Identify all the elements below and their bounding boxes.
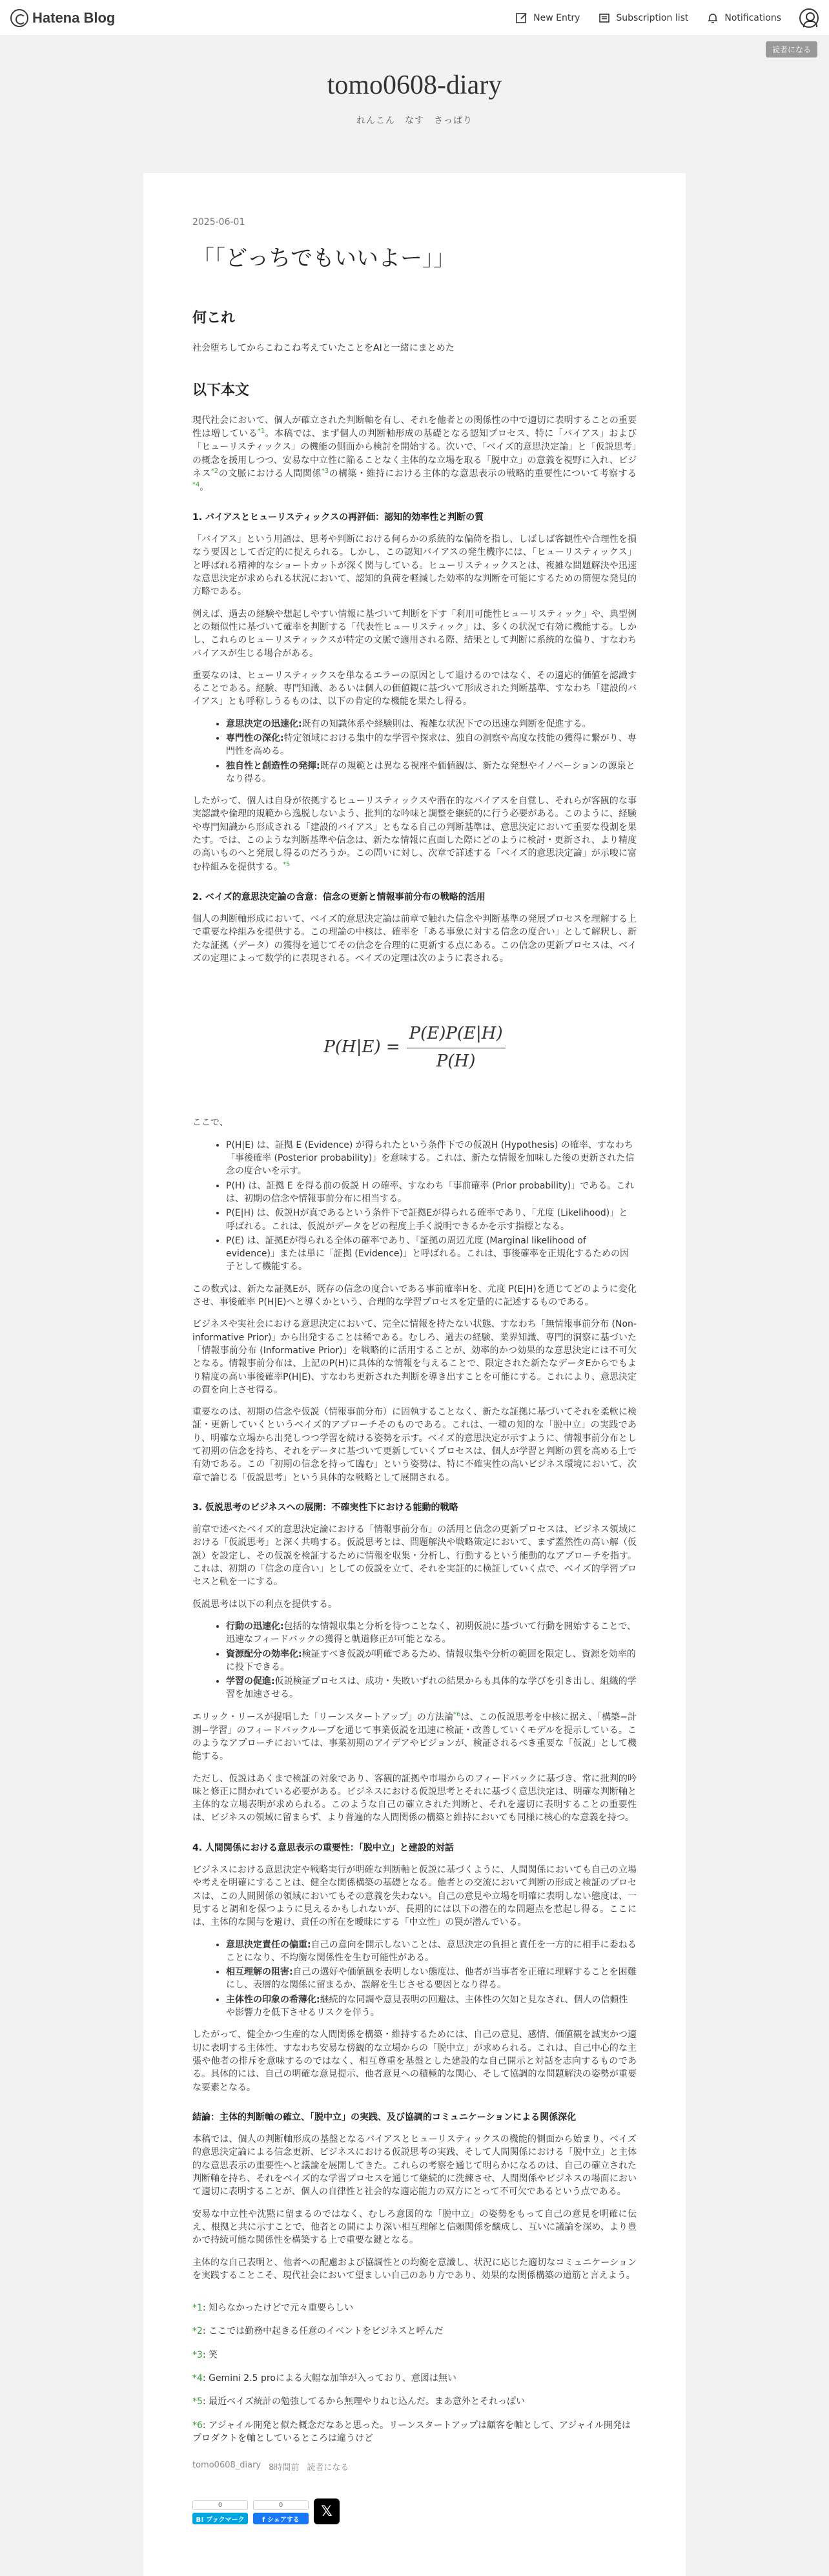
paragraph: ここで、 bbox=[192, 1117, 229, 1128]
footnote-item: *4: Gemini 2.5 proによる大幅な加筆が入っており、意図は無い bbox=[192, 2373, 456, 2384]
bullet-list bbox=[226, 1938, 637, 2020]
subsection-heading: 結論：主体的判断軸の確立、「脱中立」の実践、及び協調的コミュニケーションによる関係深化 bbox=[192, 2112, 577, 2123]
paragraph: 「バイアス」という用語は、思考や判断における何らかの系統的な偏倚を指し、しばしば客観性や合理性を損なう要因として否定的に捉えられる。しかし、この認知バイアスの発生機序には、「ヒューリスティックス」と呼ばれる精神的なショートカットが深く関与している。ヒューリスティックスとは、複雑な問題解決や迅速な意思決定が求められる状況において、認知的負荷を軽減した効率的な判断を可能にするための簡便な発見的方略である。 bbox=[192, 534, 637, 597]
footnote-link[interactable]: *2 bbox=[210, 467, 219, 475]
footnote-label[interactable]: *4 bbox=[192, 2373, 203, 2384]
footnotes bbox=[192, 2301, 637, 2445]
pencil-square-icon bbox=[515, 12, 528, 25]
paragraph: 前章で述べたベイズ的意思決定論における「情報事前分布」の活用と信念の更新プロセスは、ビジネス領域における「仮説思考」と深く共鳴する。仮説思考とは、問題解決や戦略策定において、まず蓋然性の高い解（仮説）を設定し、その仮説を検証するために情報を収集・分析し、行動するという能動的なアプローチを指す。これは、初期の「信念の度合い」としての仮説を立て、それを実証的に検証していく点で、ベイズ的学習プロセスと軌を一にする。 bbox=[192, 1524, 637, 1588]
footnote-link[interactable]: *6 bbox=[453, 1710, 461, 1718]
section-heading: 以下本文 bbox=[192, 382, 250, 399]
bullet-list bbox=[226, 1620, 637, 1701]
paragraph: この数式は、新たな証拠Eが、既存の信念の度合いである事前確率Hを、尤度 P(E|H)を通じてどのように変化させ、事後確率 P(H|E)へと導くかという、合理的な学習プロセスを定量的に記述するものである。 bbox=[192, 1283, 637, 1308]
user-avatar-icon[interactable] bbox=[799, 8, 819, 28]
subsection-heading: 4. 人間関係における意思表示の重要性：「脱中立」と建設的対話 bbox=[192, 1842, 454, 1853]
subsection-heading: 1. バイアスとヒューリスティックスの再評価：認知的効率性と判断の質 bbox=[192, 512, 484, 523]
entry-body bbox=[192, 308, 637, 2445]
paragraph: 仮説思考は以下の利点を提供する。 bbox=[192, 1599, 337, 1610]
footnote-label[interactable]: *2 bbox=[192, 2326, 203, 2337]
list-item: • 行動の迅速化:包括的な情報収集と分析を待つことなく、初期仮説に基づいて行動を開始することで、迅速なフィードバックの獲得と軌道修正が可能となる。 bbox=[226, 1620, 637, 1646]
paragraph: 安易な中立性や沈黙に留まるのではなく、むしろ意図的な「脱中立」の姿勢をもって自己の意見を明確に伝え、根拠と共に示すことで、他者との間により深い相互理解と信頼関係を醸成し、互いに議論を深め、より豊かで持続可能な関係性を構築する上で重要な鍵となる。 bbox=[192, 2208, 637, 2246]
footnote-link[interactable]: *4 bbox=[192, 481, 200, 488]
list-item: • P(H) は、証拠 E を得る前の仮説 H の確率、すなわち「事前確率 (Prior probability)」である。これは、初期の信念や情報事前分布に相当する。 bbox=[226, 1179, 637, 1206]
entry-footer bbox=[192, 2460, 637, 2473]
entry-date[interactable]: 2025-06-01 bbox=[192, 217, 245, 227]
paragraph: 本稿では、個人の判断軸形成の基盤となるバイアスとヒューリスティックスの機能的側面から始まり、ベイズ的意思決定論による信念更新、ビジネスにおける仮説思考の実践、そして人間関係における「脱中立」と主体的な意思表示の重要性へと議論を展開してきた。これらの考察を通じて明らかになるのは、自己の確立された判断軸を持ち、それをベイズ的な学習プロセスを通じて継続的に洗練させ、人間関係やビジネスの場面において適切に表明することが、個人の自律性と社会的な適応能力の双方にとって不可欠であるという点である。 bbox=[192, 2134, 637, 2197]
hatena-bookmark-button[interactable]: B! ブックマーク bbox=[192, 2513, 248, 2524]
list-item: • 主体性の印象の希薄化:継続的な同調や意見表明の回避は、主体性の欠如と見なされ、個人の信頼性や影響力を低下させるリスクを伴う。 bbox=[226, 1993, 637, 2020]
paragraph: ビジネスや実社会における意思決定において、完全に情報を持たない状態、すなわち「無情報事前分布 (Non-informative Prior)」から出発することは稀である。むしろ、過去の経験、業界知識、専門的洞察に基づいた「情報事前分布 (Informative Prior)」を戦略的に活用することが、効率的かつ効果的な意思決定には不可欠となる。情報事前分布は、上記のP(H)に具体的な情報を与えることで、限定された新たなデータEからでもより精度の高い事後確率P(H|E)、すなわち更新された判断を導き出すことを可能にする。これにより、意思決定の質を向上させ得る。 bbox=[192, 1319, 637, 1395]
paragraph: 社会堕ちしてからこねこね考えていたことをAIと一緒にまとめた bbox=[192, 342, 455, 353]
paragraph: 個人の判断軸形成において、ベイズ的意思決定論は前章で触れた信念や判断基準の発展プロセスを理解する上で重要な枠組みを提供する。この理論の中核は、確率を「ある事象に対する信念の度合い」として解釈し、新たな証拠（データ）の獲得を通じてその信念を合理的に更新する点にある。この信念の更新プロセスは、ベイズの定理によって数学的に表現される。ベイズの定理は次のように表される。 bbox=[192, 913, 637, 964]
bullet-list bbox=[226, 718, 637, 785]
hatena-bookmark-share bbox=[192, 2500, 248, 2524]
list-item: • 独自性と創造性の発揮:既存の規範とは異なる視座や価値観は、新たな発想やイノベーションの源泉となり得る。 bbox=[226, 760, 637, 786]
footer-reader-link[interactable]: 読者になる bbox=[307, 2463, 349, 2473]
footnote-item: *1: 知らなかったけどで元々重要らしい bbox=[192, 2303, 354, 2314]
paragraph: 重要なのは、初期の信念や仮説（情報事前分布）に固執することなく、新たな証拠に基づいてそれを柔軟に検証・更新していくというベイズ的アプローチそのものである。これは、一種の知的な「脱中立」の実践であり、明確な立場から出発しつつ学習を続ける姿勢を示す。ベイズ的意思決定が示すように、情報事前分布として初期の信念を持ち、それをデータに基づいて更新していくプロセスは、個人が学習と判断の質を高める上で有効である。この「初期の信念を持って臨む」という姿勢は、特に不確実性の高いビジネス環境において、次章で論じる「仮説思考」という具体的な戦略として展開される。 bbox=[192, 1407, 637, 1483]
global-header bbox=[0, 0, 829, 36]
entry-article bbox=[143, 173, 686, 2576]
entry-title[interactable]: 「「どっちでもいいよー」」 bbox=[192, 245, 455, 271]
footnote-item: *6: アジャイル開発と似た概念だなあと思った。リーンスタートアップは顧客を軸として、アジャイル開発はプロダクトを軸としているところは違うけど bbox=[192, 2420, 631, 2444]
facebook-share-button[interactable]: f シェアする bbox=[253, 2513, 309, 2524]
paragraph: したがって、健全かつ生産的な人間関係を構築・維持するためには、自己の意見、感情、価値観を誠実かつ適切に表明する主体性、すなわち安易な傍観的な立場からの「脱中立」が求められる。これは、自己中心的な主張や他者の排斥を意味するのではなく、相互尊重を基盤とした建設的な自己開示と対話を志向するものである。具体的には、自己の明確な意見提示、他者意見への積極的な関心、そして協調的な問題解決の姿勢が重要な要素となる。 bbox=[192, 2030, 637, 2093]
hatena-blog-logo[interactable] bbox=[10, 9, 115, 27]
footnote-label[interactable]: *1 bbox=[192, 2303, 203, 2314]
paragraph: 主体的な自己表明と、他者への配慮および協調性との均衡を意識し、状況に応じた適切なコミュニケーションを実践することこそ、現代社会において望ましい自己のあり方であり、効果的な関係構築の道筋と言えよう。 bbox=[192, 2257, 637, 2281]
blog-header bbox=[0, 36, 829, 127]
footnote-link[interactable]: *3 bbox=[321, 467, 329, 475]
bullet-list bbox=[226, 1139, 637, 1274]
author-link[interactable]: tomo0608_diary bbox=[192, 2460, 261, 2471]
subscribe-reader-button[interactable]: 読者になる bbox=[766, 41, 817, 57]
notifications-label: Notifications bbox=[724, 12, 781, 23]
paragraph: したがって、個人は自身が依拠するヒューリスティックスや潜在的なバイアスを自覚し、それらが客観的な事実認識や倫理的規範から逸脱しないよう、批判的な吟味と調整を継続的に行う必要がある。このように、経験や専門知識から形成される「建設的バイアス」ともなる自己の判断基準は、意思決定において重要な役割を果たす。では、このような判断基準や信念は、新たな情報に直面した際にどのように検討・更新され、より精度の高いものへと発展し得るのだろうか。この問いに対し、次章で詳述する「ベイズ的意思決定論」が示唆に富む枠組みを提供する。$^{*5}$ bbox=[192, 796, 637, 873]
footnote-label[interactable]: *3 bbox=[192, 2349, 203, 2360]
list-item: • 意思決定の迅速化:既有の知識体系や経験則は、複雑な状況下での迅速な判断を促進する。 bbox=[226, 718, 637, 731]
blog-description: れんこん なす さっぱり bbox=[356, 116, 473, 126]
list-item: • P(E|H) は、仮説Hが真であるという条件下で証拠Eが得られる確率であり、「尤度 (Likelihood)」と呼ばれる。これは、仮説がデータをどの程度上手く説明できるかを示す指標となる。 bbox=[226, 1207, 637, 1233]
footnote-item: *2: ここでは勤務中起きる任意のイベントをビジネスと呼んだ bbox=[192, 2326, 444, 2337]
new-entry-label: New Entry bbox=[533, 12, 580, 23]
paragraph: 重要なのは、ヒューリスティックスを単なるエラーの原因として退けるのではなく、その適応的価値を認識することである。経験、専門知識、あるいは個人の価値観に基づいて形成された判断基準、すなわち「建設的バイアス」とも呼称しうるものは、以下の肯定的な機能を果たし得る。 bbox=[192, 670, 637, 707]
list-item: • 専門性の深化:特定領域における集中的な学習や探求は、独自の洞察や高度な技能の獲得に繋がり、専門性を高める。 bbox=[226, 732, 637, 758]
bookmark-count: 0 bbox=[192, 2500, 248, 2510]
footnote-item: *3: 笑 bbox=[192, 2349, 218, 2360]
bayes-formula: P(H|E) = $\frac{P(E)P(E|H)}{P(H)}$ bbox=[192, 1022, 637, 1074]
notifications-button[interactable] bbox=[706, 12, 781, 25]
subsection-heading: 2. ベイズ的意思決定論の含意：信念の更新と情報事前分布の戦略的活用 bbox=[192, 891, 486, 902]
share-buttons bbox=[192, 2498, 637, 2524]
facebook-count: 0 bbox=[253, 2500, 309, 2510]
subsection-heading: 3. 仮説思考のビジネスへの展開：不確実性下における能動的戦略 bbox=[192, 1502, 458, 1513]
footnote-label[interactable]: *6 bbox=[192, 2420, 203, 2431]
paragraph: 例えば、過去の経験や想起しやすい情報に基づいて判断を下す「利用可能性ヒューリスティック」や、典型例との類似性に基づいて確率を判断する「代表性ヒューリスティック」は、多くの状況で有効に機能する。しかし、これらのヒューリスティックスが特定の文脈で適用される際、結果として判断に系統的な偏り、すなわちバイアスが生じる場合がある。 bbox=[192, 608, 637, 659]
list-item: • 相互理解の阻害:自己の選好や価値観を表明しない態度は、他者が当事者を正確に理解することを困難にし、表層的な関係に留まるか、誤解を生じさせる要因となり得る。 bbox=[226, 1966, 637, 1992]
list-item: • 意思決定責任の偏重:自己の意向を開示しないことは、意思決定の負担と責任を一方的に相手に委ねることになり、不均衡な関係性を生む可能性がある。 bbox=[226, 1938, 637, 1965]
x-share-button[interactable]: 𝕏 bbox=[314, 2498, 340, 2524]
intro-paragraph: 現代社会において、個人が確立された判断軸を有し、それを他者との関係性の中で適切に表明することの重要性は増している$^{*1}$。本稿では、まず個人の判断軸形成の基礎となる認知プロセス、特に「バイアス」および「ヒューリスティックス」の機能の側面から検討を開始する。次いで、「ベイズ的意思決定論」と「仮説思考」の概念を援用しつつ、安易な中立性に陥ることなく主体的な立場を取る「脱中立」の意義を視野に入れ、ビジネス$^{*2}$の文脈における人間関係$^{*3}$の構築・維持における主体的な意思表示の戦略的重要性について考察する$^{*4}$。 bbox=[192, 415, 637, 493]
hatena-logo-icon bbox=[10, 9, 28, 27]
footnote-item: *5: 最近ベイズ統計の勉強してるから無理やりねじ込んだ。まあ意外とそれっぽい bbox=[192, 2396, 525, 2407]
footnote-label[interactable]: *5 bbox=[192, 2396, 203, 2407]
entry-time[interactable]: 8時間前 bbox=[269, 2463, 300, 2473]
subscription-list-button[interactable] bbox=[598, 12, 688, 25]
paragraph: ただし、仮説はあくまで検証の対象であり、客観的証拠や市場からのフィードバックに基づき、常に批判的吟味と修正に開かれている必要がある。ビジネスにおける仮説思考とそれに基づく意思決定は、明確な判断軸と主体的な立場表明が求められる。このような自己の確立された判断と、それを適切に表明することの重要性は、ビジネスの領域に留まらず、より普遍的な人間関係の構築と維持においても同様に核心的な意義を持つ。 bbox=[192, 1773, 637, 1823]
footnote-link[interactable]: *5 bbox=[283, 860, 291, 868]
list-item: • 学習の促進:仮説検証プロセスは、成功・失敗いずれの結果からも具体的な学びを引き出し、組織的学習を加速させる。 bbox=[226, 1675, 637, 1701]
new-entry-button[interactable] bbox=[515, 12, 580, 25]
bell-icon bbox=[706, 12, 719, 25]
subscription-label: Subscription list bbox=[616, 12, 689, 23]
brand-label: Hatena Blog bbox=[32, 9, 116, 26]
footnote-link[interactable]: *1 bbox=[257, 428, 265, 435]
paragraph: エリック・リースが提唱した「リーンスタートアップ」の方法論$^{*6}$は、この仮説思考を中核に据え、「構築−計測−学習」のフィードバックループを通じて事業仮説を迅速に検証・改善していくモデルを提示している。このようなアプローチにおいては、事業初期のアイデアやビジョンが、検証されるべき重要な「仮説」として機能する。 bbox=[192, 1710, 637, 1762]
list-item: • 資源配分の効率化:検証すべき仮説が明確であるため、情報収集や分析の範囲を限定し、資源を効率的に投下できる。 bbox=[226, 1648, 637, 1674]
section-heading: 何これ bbox=[192, 310, 236, 326]
subscription-icon bbox=[598, 12, 611, 25]
list-item: • P(E) は、証拠Eが得られる全体の確率であり、「証拠の周辺尤度 (Marginal likelihood of evidence)」または単に「証拠 (Evidence)」と呼ばれる。これは、事後確率を正規化するための因子として機能する。 bbox=[226, 1234, 637, 1274]
facebook-share bbox=[253, 2500, 309, 2524]
paragraph: ビジネスにおける意思決定や戦略実行が明確な判断軸と仮説に基づくように、人間関係においても自己の立場や考えを明確にすることは、健全な関係構築の基礎となる。他者との交流において判断の形成と検証のプロセスは、この人間関係の領域においてもその意義を失わない。自己の意見や立場を明確に表明しない態度は、一見すると調和を保つように見えるかもしれないが、長期的には以下の潜在的な問題点を惹起し得る。ここには、主体的な関与を避け、責任の所在を曖昧にする「中立性」の罠が潜んでいる。 bbox=[192, 1865, 637, 1928]
blog-title[interactable]: tomo0608-diary bbox=[327, 70, 502, 100]
list-item: • P(H|E) は、証拠 E (Evidence) が得られたという条件下での仮説H (Hypothesis) の確率、すなわち「事後確率 (Posterior probability)」を意味する。これは、新たな情報を加味した後の更新された信念の度合いを示す。 bbox=[226, 1139, 637, 1178]
